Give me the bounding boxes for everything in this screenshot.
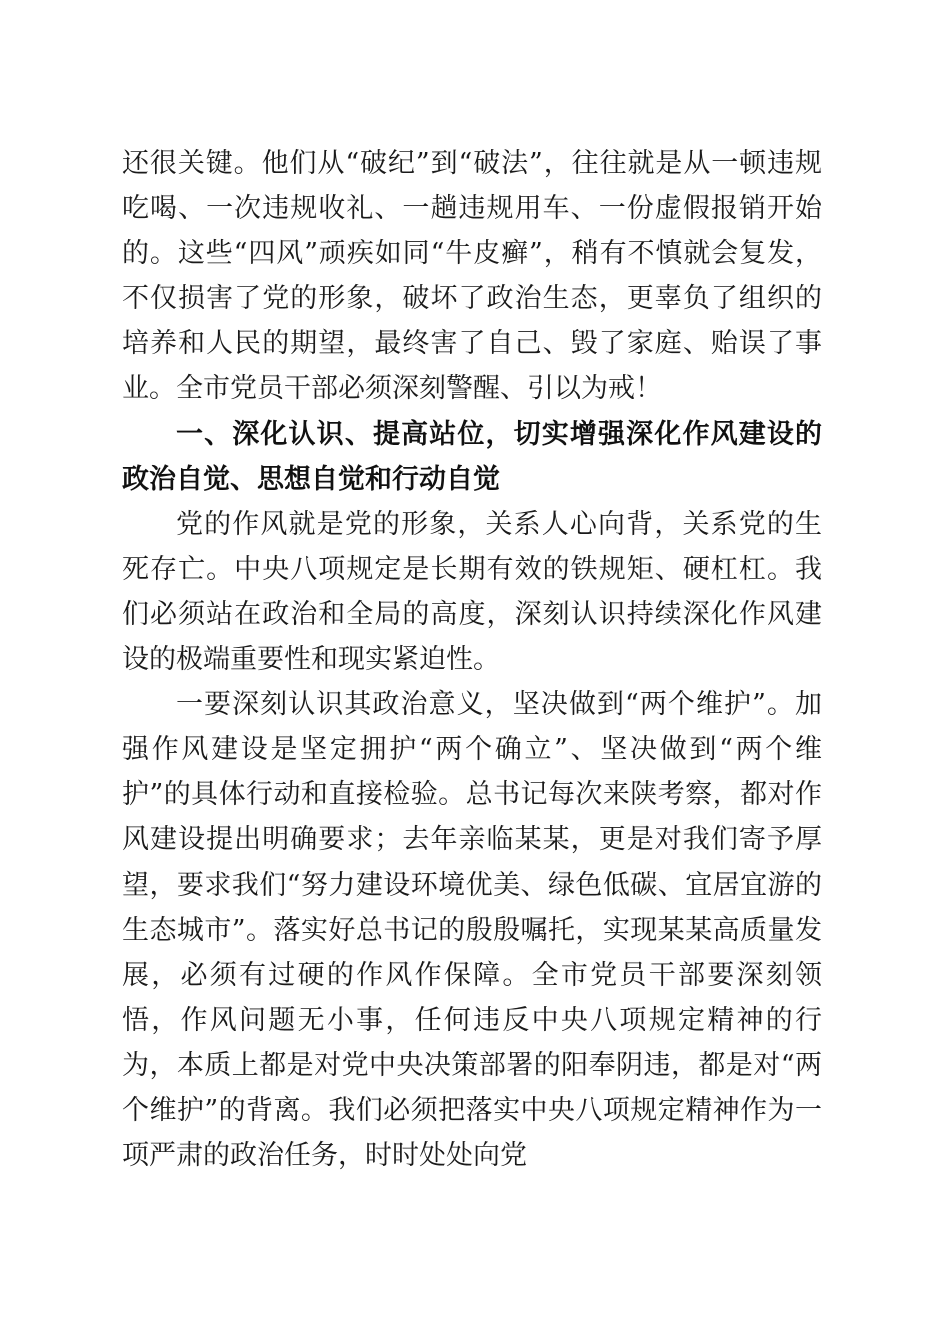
body-paragraph-political-significance: 一要深刻认识其政治意义，坚决做到“两个维护”。加强作风建设是坚定拥护“两个确立”、坚决做到“两个维护”的具体行动和直接检验。总书记每次来陕考察，都对作风建设提出明确要求；去年亲临某某，更是对我们寄予厚望，要求我们“努力建设环境优美、绿色低碳、宜居宜游的生态城市”。落实好总书记的殷殷嘱托，实现某某高质量发展，必须有过硬的作风作保障。全市党员干部要深刻领悟，作风问题无小事，任何违反中央八项规定精神的行为，本质上都是对党中央决策部署的阳奉阴违，都是对“两个维护”的背离。我们必须把落实中央八项规定精神作为一项严肃的政治任务，时时处处向党 — [122, 689, 822, 1172]
document-body — [122, 141, 822, 1178]
body-paragraph-continuation: 还很关键。他们从“破纪”到“破法”，往往就是从一顿违规吃喝、一次违规收礼、一趟违规用车、一份虚假报销开始的。这些“四风”顽疾如同“牛皮癣”，稍有不慎就会复发，不仅损害了党的形象，破坏了政治生态，更辜负了组织的培养和人民的期望，最终害了自己、毁了家庭、贻误了事业。全市党员干部必须深刻警醒、引以为戒！ — [122, 148, 822, 405]
body-paragraph-style-importance: 党的作风就是党的形象，关系人心向背，关系党的生死存亡。中央八项规定是长期有效的铁规矩、硬杠杠。我们必须站在政治和全局的高度，深刻认识持续深化作风建设的极端重要性和现实紧迫性。 — [122, 508, 822, 676]
section-heading-one: 一、深化认识、提高站位，切实增强深化作风建设的政治自觉、思想自觉和行动自觉 — [122, 418, 822, 495]
